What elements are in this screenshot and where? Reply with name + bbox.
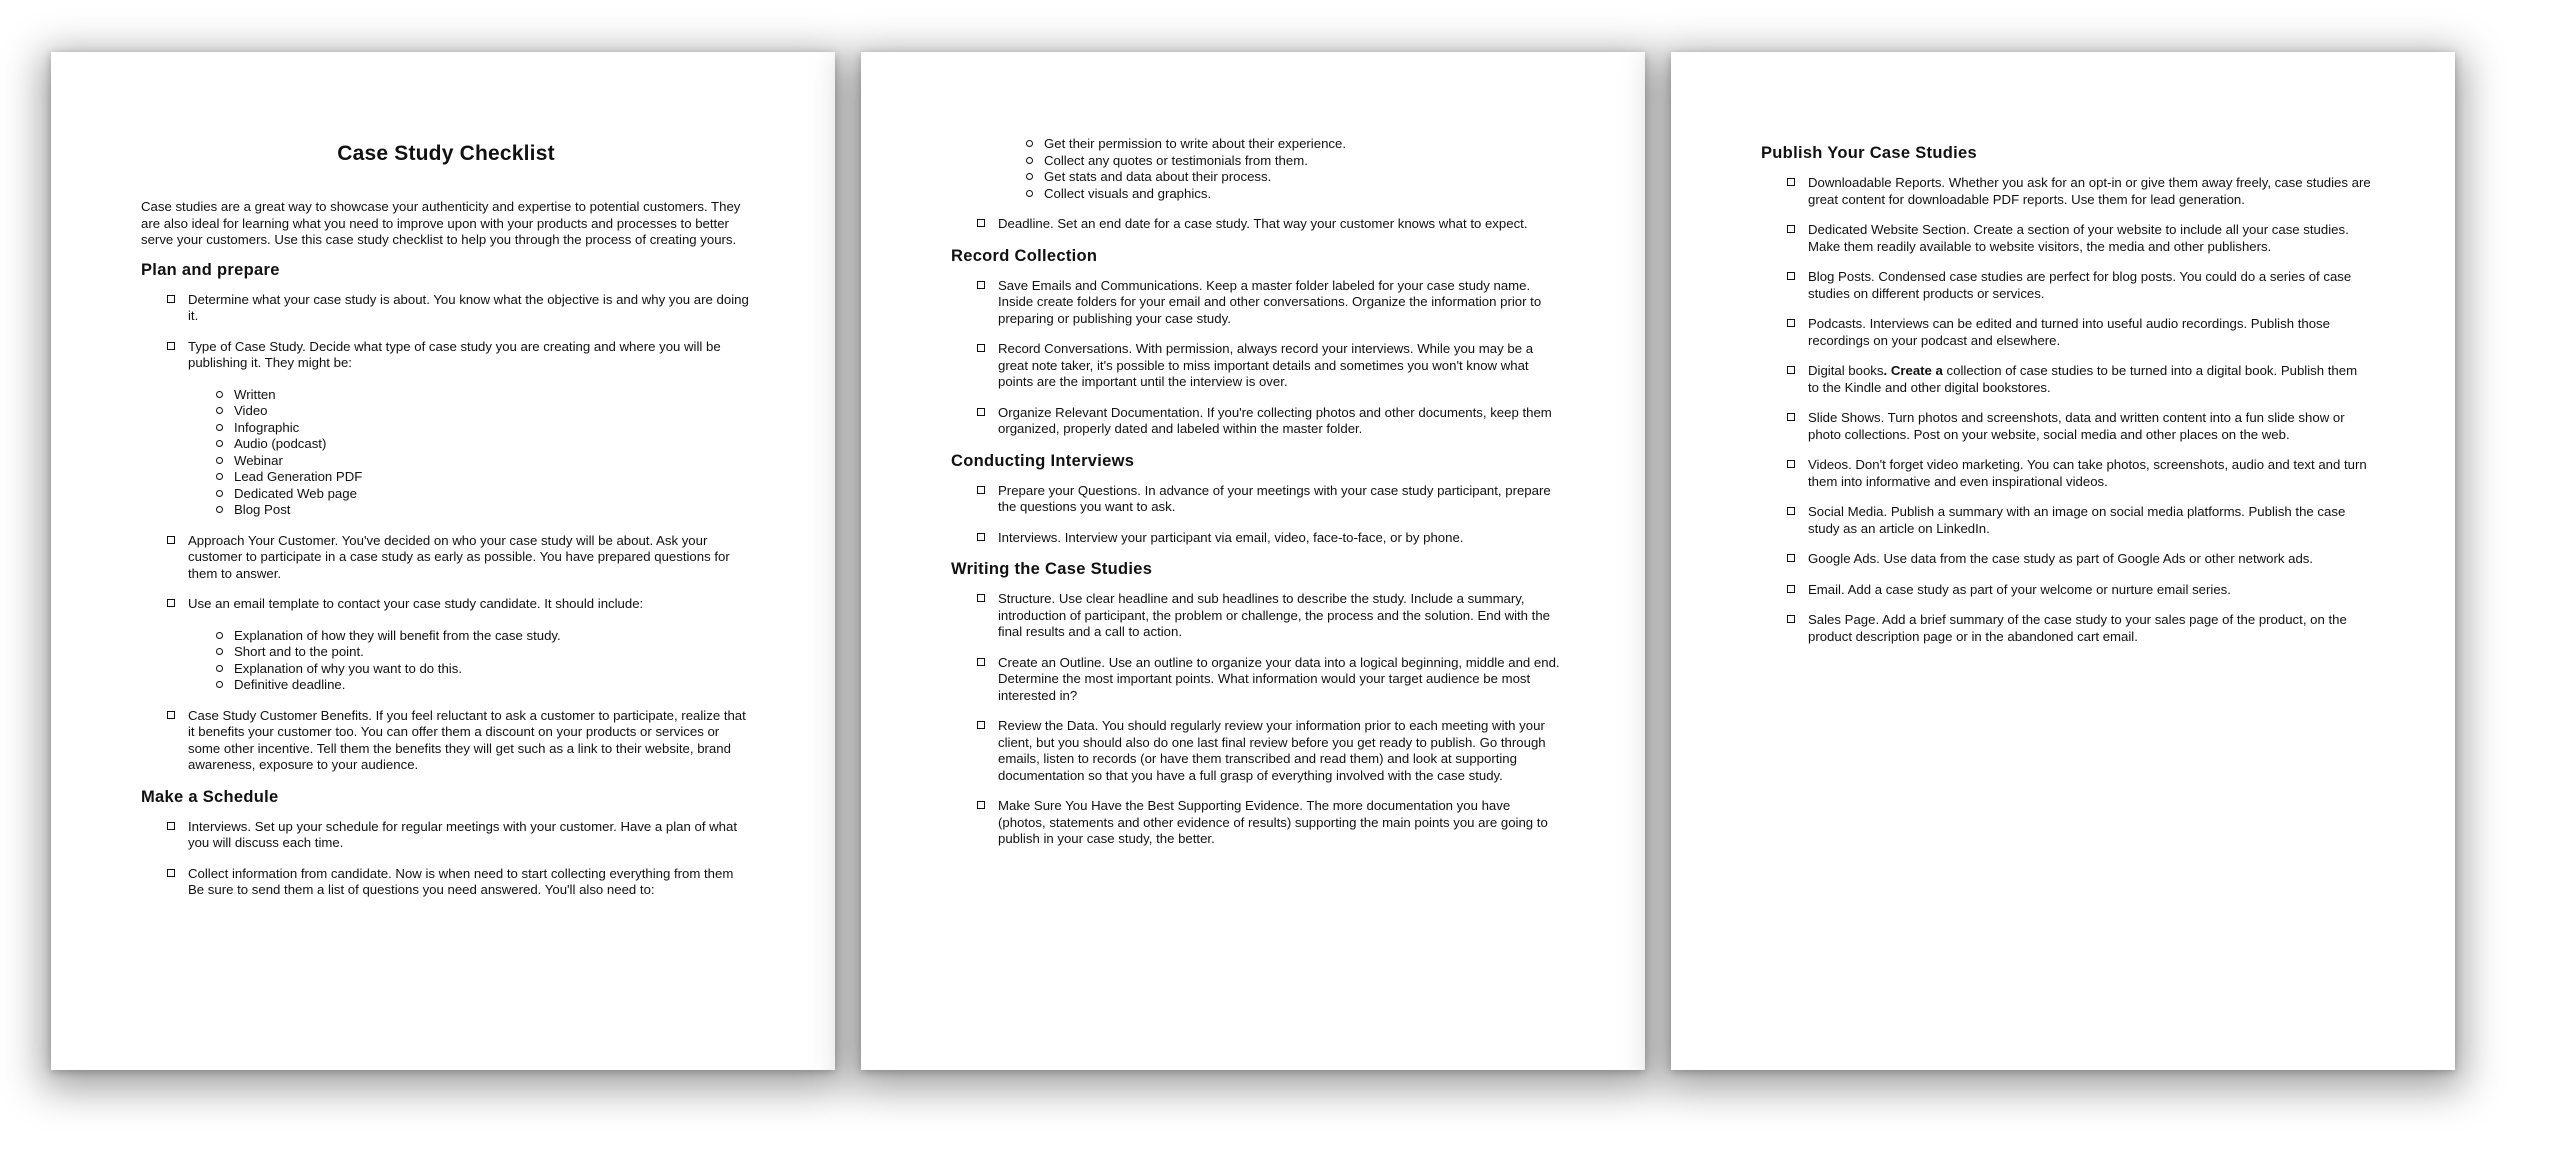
checkbox-icon[interactable] xyxy=(1787,554,1795,562)
checkbox-icon[interactable] xyxy=(167,536,175,544)
item-text: Save Emails and Communications. Keep a master folder labeled for your case study name. Inside create folders for your email and other conversations. Organize the information prior to preparing or publishing your case study. xyxy=(998,277,1542,326)
checklist-schedule xyxy=(141,819,751,899)
checklist-plan xyxy=(141,292,751,774)
checklist-item xyxy=(951,483,1561,516)
checkbox-icon[interactable] xyxy=(977,408,985,416)
item-text: Create an Outline. Use an outline to organize your data into a logical beginning, middle and end. Determine the most important points. What information would your target audience be most interested in? xyxy=(998,654,1560,703)
checklist-item-digital-books xyxy=(1761,363,2371,396)
checklist-item xyxy=(1761,410,2371,443)
checkbox-icon[interactable] xyxy=(977,219,985,227)
item-text: Slide Shows. Turn photos and screenshots, data and written content into a fun slide show or photo collections. Post on your website, social media and other places on the web. xyxy=(1808,410,2345,442)
checkbox-icon[interactable] xyxy=(977,594,985,602)
sub-list-item: Infographic xyxy=(188,420,751,437)
checklist-item xyxy=(951,655,1561,705)
circle-bullet-icon xyxy=(216,665,223,672)
circle-bullet-icon xyxy=(1026,190,1033,197)
checklist-item xyxy=(951,216,1561,233)
checklist-item xyxy=(1761,612,2371,645)
checklist-writing xyxy=(951,591,1561,848)
item-text: Videos. Don't forget video marketing. You can take photos, screenshots, audio and text and turn them into informative and even inspirational videos. xyxy=(1808,457,2367,489)
page-title: Case Study Checklist xyxy=(337,142,555,165)
item-text: Review the Data. You should regularly review your information prior to each meeting with your client, but you should also do one last final review before you get ready to publish. Go through emails, listen to records (or have them transcribed and read them) and look at supporting documentation so that you have a full grasp of everything involved with the case study. xyxy=(998,718,1546,783)
checkbox-icon[interactable] xyxy=(977,801,985,809)
checklist-item xyxy=(951,405,1561,438)
checkbox-icon[interactable] xyxy=(1787,615,1795,623)
checkbox-icon[interactable] xyxy=(1787,366,1795,374)
circle-bullet-icon xyxy=(216,407,223,414)
item-text: Type of Case Study. Decide what type of case study you are creating and where you will be publishing it. They might be: xyxy=(188,338,721,370)
checkbox-icon[interactable] xyxy=(977,281,985,289)
checkbox-icon[interactable] xyxy=(167,599,175,607)
sub-list-item: Definitive deadline. xyxy=(188,677,751,694)
circle-bullet-icon xyxy=(216,473,223,480)
checkbox-icon[interactable] xyxy=(1787,507,1795,515)
circle-bullet-icon xyxy=(1026,140,1033,147)
sub-list-item: Lead Generation PDF xyxy=(188,469,751,486)
checklist-item xyxy=(1761,269,2371,302)
item-text: Podcasts. Interviews can be edited and turned into useful audio recordings. Publish those recordings on your podcast and elsewhere. xyxy=(1808,316,2330,348)
checklist-item xyxy=(1761,504,2371,537)
item-text: Interviews. Set up your schedule for regular meetings with your customer. Have a plan of what you will discuss each time. xyxy=(188,818,738,850)
item-text: Make Sure You Have the Best Supporting Evidence. The more documentation you have (photos, statements and other evidence of results) supporting the main points you are going to publish in your case study, the better. xyxy=(998,798,1548,846)
checklist-item xyxy=(951,278,1561,328)
item-text: Deadline. Set an end date for a case study. That way your customer knows what to expect. xyxy=(998,216,1528,231)
item-text: Sales Page. Add a brief summary of the case study to your sales page of the product, on the product description page or in the abandoned cart email. xyxy=(1808,612,2347,644)
item-text: Collect information from candidate. Now is when need to start collecting everything from them Be sure to send them a list of questions you need answered. You'll also need to: xyxy=(188,865,734,897)
item-text: Downloadable Reports. Whether you ask for an opt-in or give them away freely, case studies are great content for downloadable PDF reports. Use them for lead generation. xyxy=(1808,175,2371,207)
circle-bullet-icon xyxy=(216,391,223,398)
sub-list-item: Explanation of why you want to do this. xyxy=(188,661,751,678)
sub-list-email-template xyxy=(188,628,751,694)
item-text: Record Conversations. With permission, always record your interviews. While you may be a great note taker, it's possible to miss important details and sometimes you won't know what points are the important until the interview is over. xyxy=(998,341,1534,389)
sub-list-item: Collect visuals and graphics. xyxy=(998,186,1561,203)
document-page-2 xyxy=(861,52,1645,1070)
circle-bullet-icon xyxy=(216,681,223,688)
item-text-lead: Digital books xyxy=(1808,363,1884,378)
sub-list-types xyxy=(188,387,751,519)
checklist-item xyxy=(141,866,751,899)
item-text-rest: collection of case studies to be turned into a digital book. Publish them to the Kindle and other digital bookstores. xyxy=(1808,363,2358,395)
checklist-record-collection xyxy=(951,278,1561,438)
section-heading-interviews: Conducting Interviews xyxy=(951,451,1135,470)
item-text: Blog Posts. Condensed case studies are perfect for blog posts. You could do a series of case studies on different products or services. xyxy=(1808,269,2352,301)
item-text: Google Ads. Use data from the case study as part of Google Ads or other network ads. xyxy=(1808,551,2314,566)
checklist-interviews xyxy=(951,483,1561,547)
checklist-item xyxy=(141,596,751,694)
checkbox-icon[interactable] xyxy=(977,658,985,666)
checklist-item xyxy=(951,718,1561,784)
checkbox-icon[interactable] xyxy=(1787,319,1795,327)
item-text: Determine what your case study is about. You know what the objective is and why you are doing it. xyxy=(188,291,749,323)
sub-list-item: Written xyxy=(188,387,751,404)
checkbox-icon[interactable] xyxy=(167,711,175,719)
checklist-item xyxy=(1761,457,2371,490)
circle-bullet-icon xyxy=(1026,173,1033,180)
checklist-item xyxy=(141,292,751,325)
item-text: Use an email template to contact your case study candidate. It should include: xyxy=(188,596,644,611)
item-text: Email. Add a case study as part of your welcome or nurture email series. xyxy=(1808,581,2231,597)
checkbox-icon[interactable] xyxy=(977,344,985,352)
item-text: Structure. Use clear headline and sub headlines to describe the study. Include a summary, introduction of participant, the problem or challenge, the process and the solution. End with the final results and a call to action. xyxy=(998,591,1551,639)
sub-list-item: Audio (podcast) xyxy=(188,436,751,453)
checklist-item xyxy=(951,530,1561,547)
sub-list-item: Get their permission to write about their experience. xyxy=(998,136,1561,153)
circle-bullet-icon xyxy=(1026,157,1033,164)
item-text: Case Study Customer Benefits. If you feel reluctant to ask a customer to participate, realize that it benefits your customer too. You can offer them a discount on your products or services or some other incentive. Tell them the benefits they will get such as a link to their website, brand awareness, exposure to your audience. xyxy=(188,707,746,772)
checklist-continued xyxy=(951,136,1561,233)
checklist-item xyxy=(141,708,751,774)
checklist-item xyxy=(141,533,751,583)
item-text: Social Media. Publish a summary with an image on social media platforms. Publish the case study as an article on LinkedIn. xyxy=(1808,504,2346,536)
checklist-item xyxy=(1761,582,2371,599)
item-text: Approach Your Customer. You've decided on who your case study will be about. Ask your customer to participate in a case study as early as possible. You have prepared questions for them to answer. xyxy=(188,532,730,581)
sub-list-item: Video xyxy=(188,403,751,420)
item-text: Organize Relevant Documentation. If you're collecting photos and other documents, keep them organized, properly dated and labeled within the master folder. xyxy=(998,404,1552,436)
checklist-item-continued xyxy=(951,136,1561,202)
checklist-item xyxy=(141,339,751,519)
item-text: Interviews. Interview your participant via email, video, face-to-face, or by phone. xyxy=(998,529,1464,545)
item-text-bold: . Create a xyxy=(1883,363,1943,378)
sub-list-item: Explanation of how they will benefit from the case study. xyxy=(188,628,751,645)
checkbox-icon[interactable] xyxy=(1787,272,1795,280)
checkbox-icon[interactable] xyxy=(167,342,175,350)
checklist-item xyxy=(951,591,1561,641)
sub-list-item: Get stats and data about their process. xyxy=(998,169,1561,186)
circle-bullet-icon xyxy=(216,457,223,464)
checkbox-icon[interactable] xyxy=(1787,585,1795,593)
item-text: Dedicated Website Section. Create a section of your website to include all your case studies. Make them readily available to website visitors, the media and other publishers. xyxy=(1808,222,2349,254)
checkbox-icon[interactable] xyxy=(977,533,985,541)
circle-bullet-icon xyxy=(216,506,223,513)
circle-bullet-icon xyxy=(216,424,223,431)
document-page-3 xyxy=(1671,52,2455,1070)
checklist-item xyxy=(951,341,1561,391)
checklist-item xyxy=(1761,551,2371,568)
checkbox-icon[interactable] xyxy=(977,486,985,494)
checklist-publish xyxy=(1761,175,2371,645)
checkbox-icon[interactable] xyxy=(167,295,175,303)
section-heading-writing: Writing the Case Studies xyxy=(951,560,1153,578)
sub-list-item: Webinar xyxy=(188,453,751,470)
checklist-item xyxy=(1761,222,2371,255)
circle-bullet-icon xyxy=(216,490,223,497)
sub-list-item: Collect any quotes or testimonials from them. xyxy=(998,153,1561,170)
intro-paragraph: Case studies are a great way to showcase your authenticity and expertise to potential customers. They are also ideal for learning what you need to improve upon with your products and processes to better serve your customers. Use this case study checklist to help you through the process of creating yours. xyxy=(141,199,741,247)
checkbox-icon[interactable] xyxy=(1787,178,1795,186)
checkbox-icon[interactable] xyxy=(167,822,175,830)
checklist-item xyxy=(1761,175,2371,208)
sub-list-item: Blog Post xyxy=(188,502,751,519)
section-heading-schedule: Make a Schedule xyxy=(141,787,279,806)
checklist-item xyxy=(141,819,751,852)
checklist-item xyxy=(1761,316,2371,349)
item-text: Prepare your Questions. In advance of your meetings with your case study participant, prepare the questions you want to ask. xyxy=(998,482,1551,514)
checklist-item xyxy=(951,798,1561,848)
section-heading-plan: Plan and prepare xyxy=(141,260,280,279)
sub-list-item: Short and to the point. xyxy=(188,644,751,661)
section-heading-record-collection: Record Collection xyxy=(951,246,1098,265)
checkbox-icon[interactable] xyxy=(167,869,175,877)
circle-bullet-icon xyxy=(216,440,223,447)
sub-list-collect xyxy=(998,136,1561,202)
checkbox-icon[interactable] xyxy=(1787,460,1795,468)
checkbox-icon[interactable] xyxy=(977,721,985,729)
circle-bullet-icon xyxy=(216,648,223,655)
section-heading-publish: Publish Your Case Studies xyxy=(1761,144,1977,162)
checkbox-icon[interactable] xyxy=(1787,413,1795,421)
checkbox-icon[interactable] xyxy=(1787,225,1795,233)
circle-bullet-icon xyxy=(216,632,223,639)
document-page-1 xyxy=(51,52,835,1070)
sub-list-item: Dedicated Web page xyxy=(188,486,751,503)
